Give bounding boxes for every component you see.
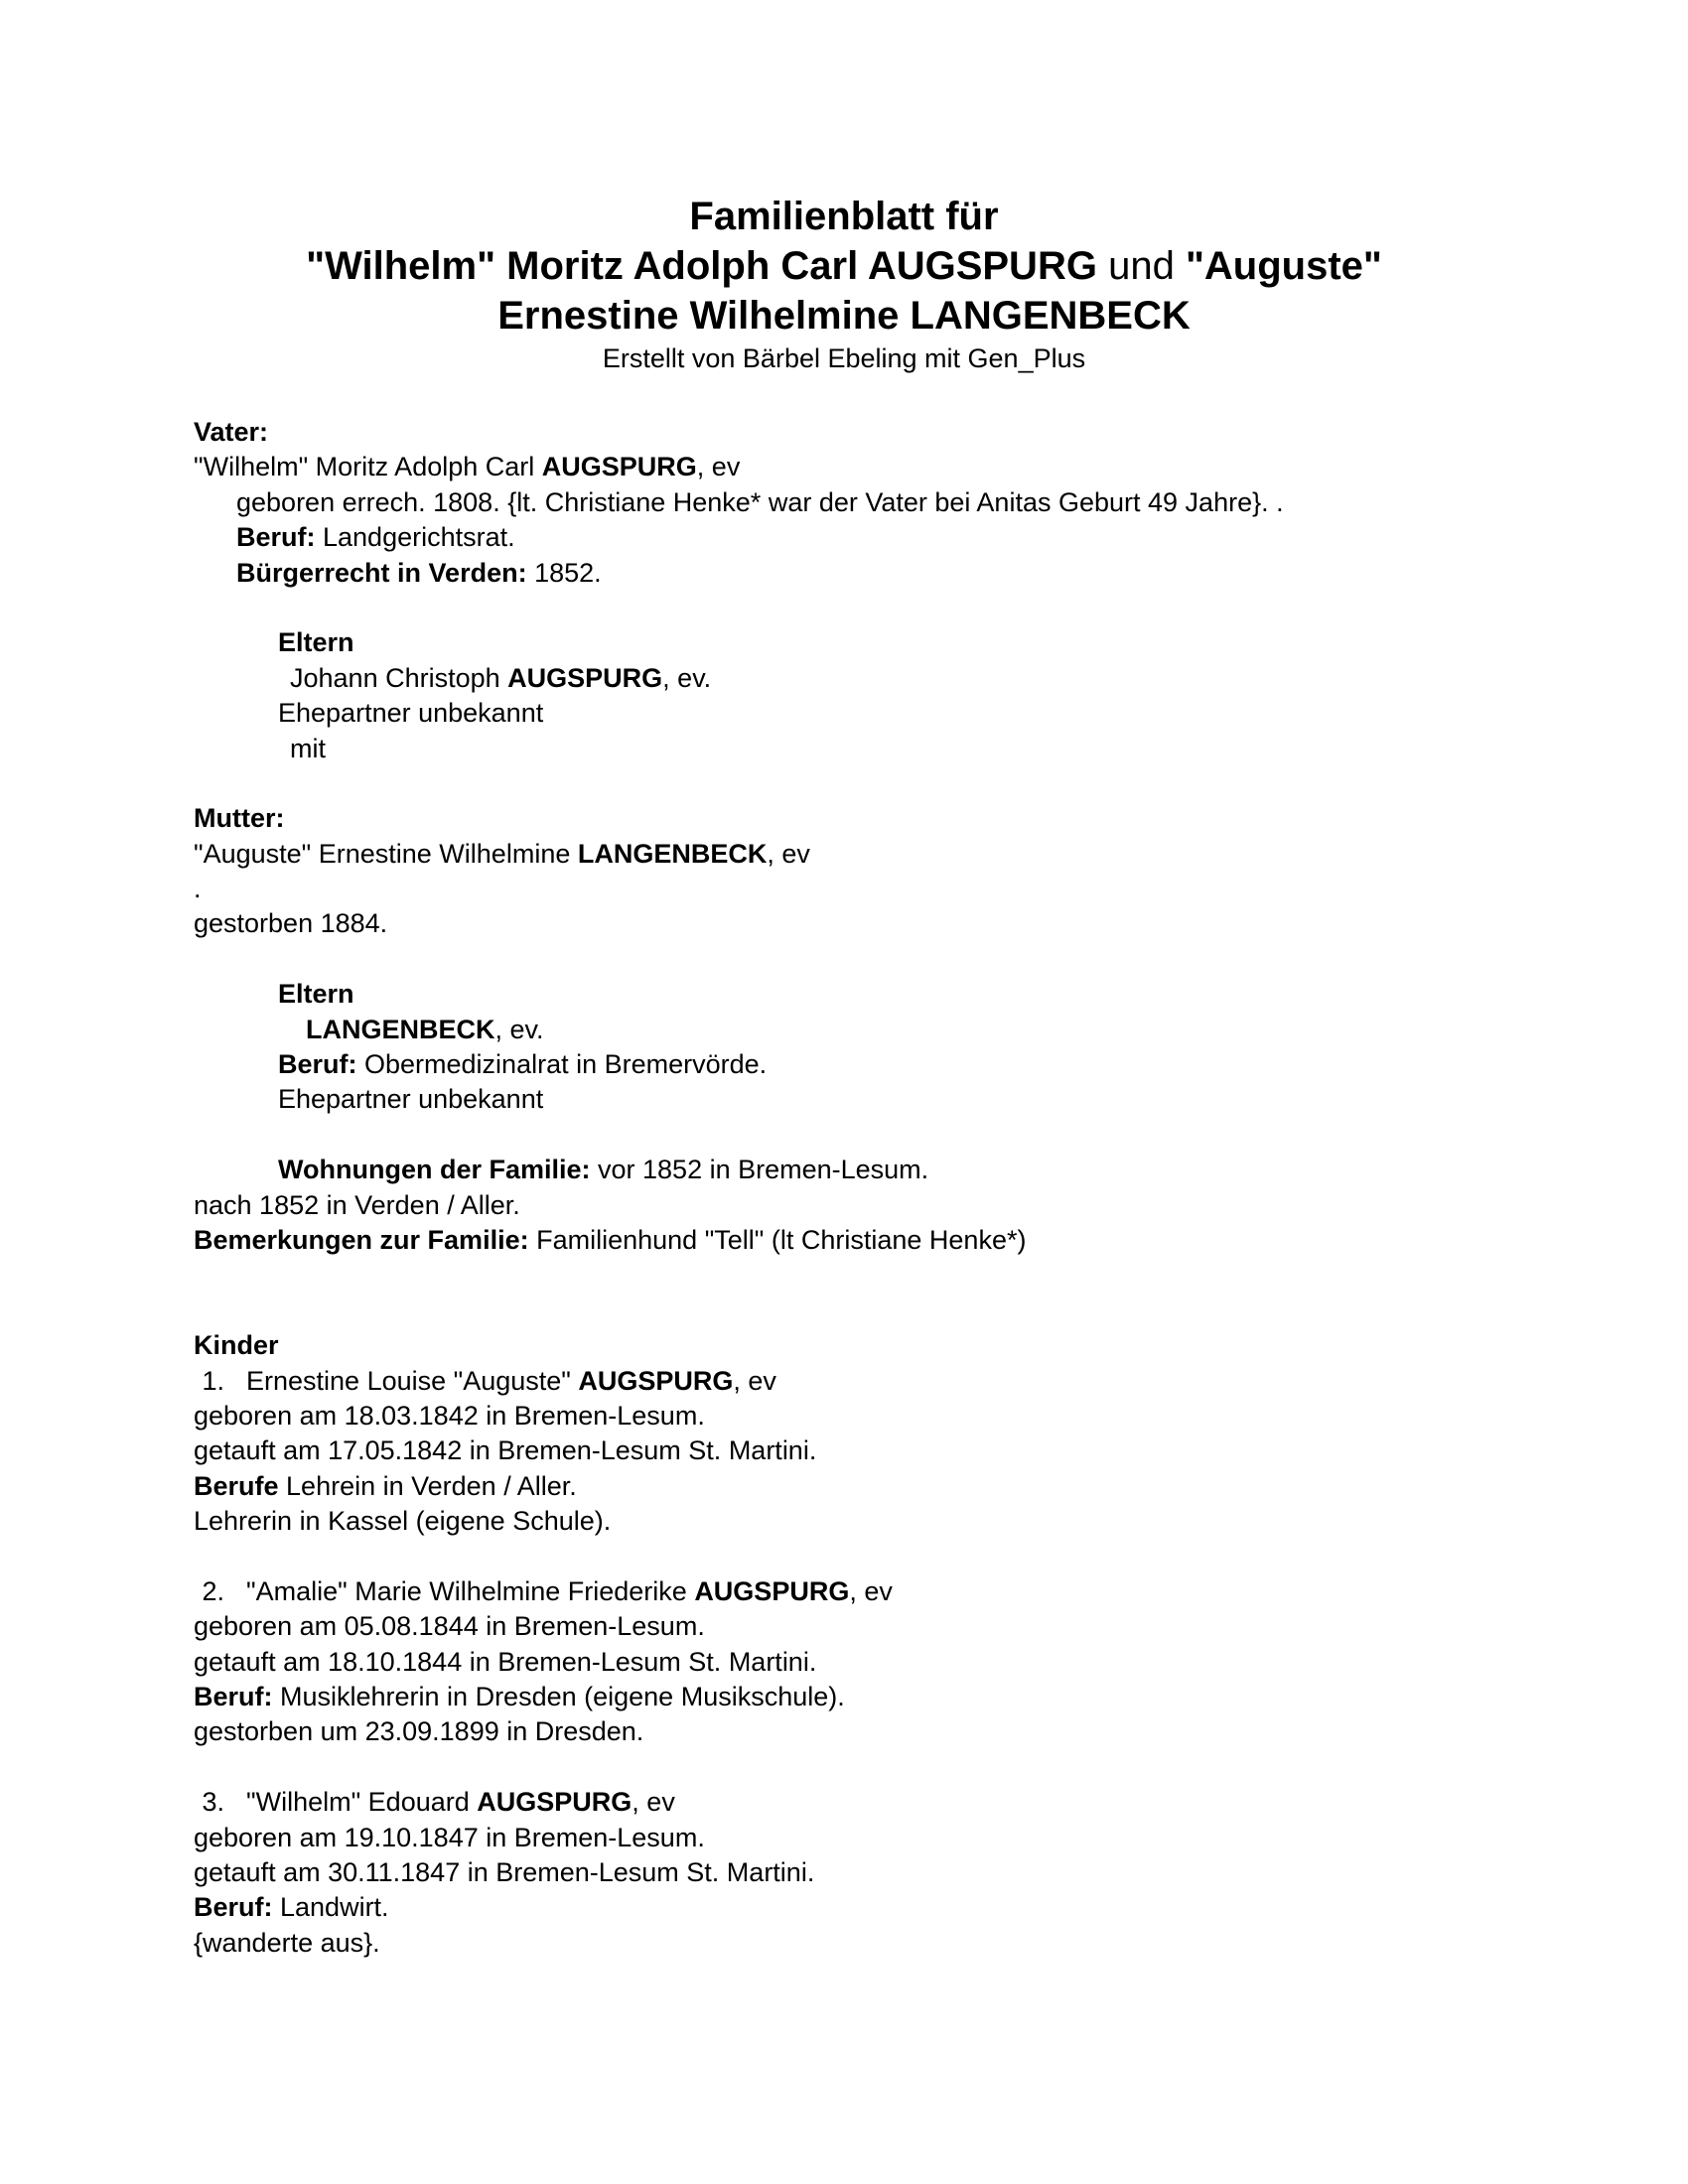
child-2-occupation-value: Musiklehrerin in Dresden (eigene Musikschule). <box>272 1682 845 1712</box>
title-line-2 <box>0 241 1688 291</box>
child-1-given-names: Ernestine Louise "Auguste" <box>246 1365 571 1396</box>
father-parents-heading: Eltern <box>278 627 354 658</box>
title-block <box>0 192 1688 376</box>
child-3-occupation-label: Beruf: <box>194 1892 273 1923</box>
family-residences <box>194 1153 1604 1187</box>
child-3-born: geboren am 19.10.1847 in Bremen-Lesum. <box>194 1822 705 1852</box>
child-2-occupation <box>194 1680 1604 1714</box>
father-parent-given-names: Johann Christoph <box>290 662 500 693</box>
child-1-occupation <box>194 1469 1604 1504</box>
child-3-name <box>194 1785 1604 1820</box>
mother-parent-occupation-value: Obermedizinalrat in Bremervörde. <box>356 1049 768 1080</box>
mother-religion: , ev <box>767 838 810 869</box>
child-1-name <box>194 1364 1604 1399</box>
mother-parent-occupation-label: Beruf: <box>278 1049 357 1080</box>
child-2-surname: AUGSPURG <box>694 1575 850 1606</box>
child-2-name <box>194 1574 1604 1609</box>
child-3-religion: , ev <box>632 1787 675 1818</box>
child-1-surname: AUGSPURG <box>578 1365 734 1396</box>
father-parent-surname: AUGSPURG <box>507 662 663 693</box>
father-occupation <box>194 520 1604 555</box>
father-occupation-label: Beruf: <box>236 522 316 553</box>
mother-heading: Mutter: <box>194 803 285 834</box>
father-born: geboren errech. 1808. {lt. Christiane Henke* war der Vater bei Anitas Geburt 49 Jahre}. . <box>236 486 1284 517</box>
father-heading: Vater: <box>194 417 269 447</box>
father-religion: , ev <box>696 452 741 482</box>
document-body <box>194 415 1604 1961</box>
mother-parent-spouse: Ehepartner unbekannt <box>278 1084 544 1115</box>
child-1-occupation-label: Berufe <box>194 1470 279 1501</box>
child-2-died: gestorben um 23.09.1899 in Dresden. <box>194 1716 644 1747</box>
child-2-given-names: "Amalie" Marie Wilhelmine Friederike <box>246 1575 687 1606</box>
child-2-religion: , ev <box>849 1575 893 1606</box>
father-citizenship <box>194 556 1604 591</box>
child-1-number: 1. <box>202 1365 224 1396</box>
child-3-surname: AUGSPURG <box>477 1787 633 1818</box>
father-citizenship-label: Bürgerrecht in Verden: <box>236 557 527 588</box>
father-given-names: "Wilhelm" Moritz Adolph Carl <box>194 452 535 482</box>
title-line-3: Ernestine Wilhelmine LANGENBECK <box>497 294 1191 338</box>
husband-name: "Wilhelm" Moritz Adolph Carl AUGSPURG <box>306 244 1097 288</box>
family-remarks-value: Familienhund "Tell" (lt Christiane Henke*) <box>528 1224 1027 1255</box>
father-parent-religion: , ev. <box>662 662 712 693</box>
family-residence-1: vor 1852 in Bremen-Lesum. <box>590 1155 929 1185</box>
child-3-note: {wanderte aus}. <box>194 1927 380 1958</box>
mother-parent-father <box>194 1013 1604 1047</box>
wife-nickname: "Auguste" <box>1185 244 1382 288</box>
mother-parent-religion: , ev. <box>494 1014 544 1044</box>
title-line-1: Familienblatt für <box>689 195 999 238</box>
children-heading: Kinder <box>194 1330 279 1361</box>
mother-parent-surname: LANGENBECK <box>306 1014 495 1044</box>
child-1-born: geboren am 18.03.1842 in Bremen-Lesum. <box>194 1400 705 1431</box>
mother-died: gestorben 1884. <box>194 908 388 939</box>
child-1-religion: , ev <box>733 1365 776 1396</box>
family-remarks <box>194 1223 1604 1258</box>
title-conjunction: und <box>1108 244 1175 288</box>
child-2-baptized: getauft am 18.10.1844 in Bremen-Lesum St. Martini. <box>194 1646 817 1677</box>
child-3-number: 3. <box>202 1787 224 1818</box>
father-occupation-value: Landgerichtsrat. <box>315 522 515 553</box>
father-parent-with: mit <box>290 733 326 763</box>
mother-name <box>194 837 1604 872</box>
father-parent-spouse: Ehepartner unbekannt <box>278 698 544 729</box>
mother-dot: . <box>194 874 202 904</box>
mother-surname: LANGENBECK <box>577 838 768 869</box>
child-3-occupation-value: Landwirt. <box>272 1892 389 1923</box>
family-remarks-label: Bemerkungen zur Familie: <box>194 1224 529 1255</box>
child-1-baptized: getauft am 17.05.1842 in Bremen-Lesum St. Martini. <box>194 1435 817 1466</box>
child-3-given-names: "Wilhelm" Edouard <box>246 1787 470 1818</box>
mother-given-names: "Auguste" Ernestine Wilhelmine <box>194 838 571 869</box>
family-residence-2: nach 1852 in Verden / Aller. <box>194 1189 520 1220</box>
child-3-baptized: getauft am 30.11.1847 in Bremen-Lesum St. Martini. <box>194 1857 815 1888</box>
child-1-occupation-value: Lehrein in Verden / Aller. <box>278 1470 577 1501</box>
created-by: Erstellt von Bärbel Ebeling mit Gen_Plus <box>602 343 1086 373</box>
family-residences-label: Wohnungen der Familie: <box>278 1155 591 1185</box>
mother-parents-heading: Eltern <box>278 979 354 1010</box>
child-3-occupation <box>194 1890 1604 1925</box>
child-2-occupation-label: Beruf: <box>194 1682 273 1712</box>
father-name <box>194 450 1604 484</box>
child-2-born: geboren am 05.08.1844 in Bremen-Lesum. <box>194 1611 705 1642</box>
father-surname: AUGSPURG <box>541 452 697 482</box>
father-citizenship-value: 1852. <box>526 557 602 588</box>
child-2-number: 2. <box>202 1575 224 1606</box>
child-1-occupation-2: Lehrerin in Kassel (eigene Schule). <box>194 1506 612 1537</box>
father-parent-father <box>194 661 1604 696</box>
mother-parent-occupation <box>194 1047 1604 1082</box>
